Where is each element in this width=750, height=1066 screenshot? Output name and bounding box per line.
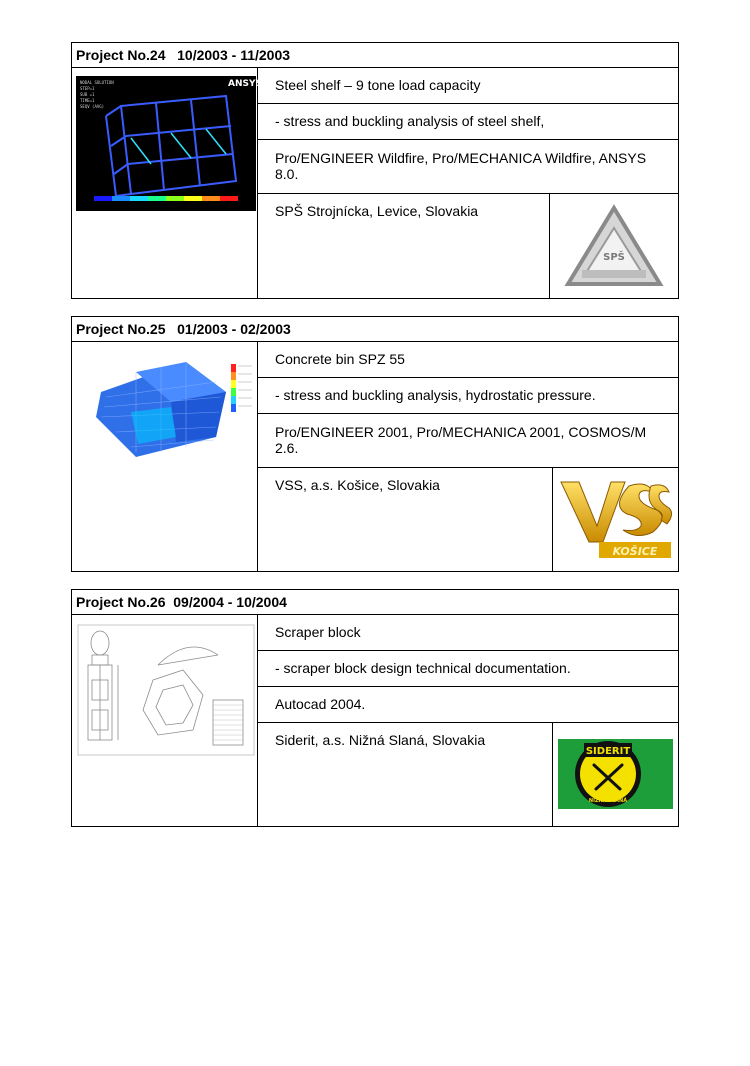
ansys-logo-text: ANSYS — [228, 79, 262, 89]
image-cell — [72, 615, 258, 826]
project-software: Autocad 2004. — [258, 687, 678, 723]
svg-text:TIME=1: TIME=1 — [80, 98, 95, 103]
sps-levice-logo — [564, 204, 664, 288]
project-task: - stress and buckling analysis, hydrostatic pressure. — [258, 378, 678, 414]
project-name: Scraper block — [258, 615, 678, 651]
siderit-logo-subtext: NIŽNÁ SLANÁ — [588, 798, 628, 804]
project-client: Siderit, a.s. Nižná Slaná, Slovakia — [275, 732, 486, 748]
project-title: Project No.24 10/2003 - 11/2003 — [72, 43, 678, 68]
svg-text:STEP=1: STEP=1 — [80, 86, 95, 91]
project-26-card — [71, 589, 679, 827]
siderit-logo — [558, 739, 673, 809]
project-client-row — [258, 468, 678, 571]
image-cell — [72, 68, 262, 298]
project-client-row — [258, 194, 678, 298]
svg-text:SUB =1: SUB =1 — [80, 92, 95, 97]
vss-kosice-logo — [559, 476, 673, 564]
svg-text:SEQV (AVG): SEQV (AVG) — [80, 104, 105, 109]
project-title: Project No.25 01/2003 - 02/2003 — [72, 317, 678, 342]
project-24-card — [71, 42, 679, 299]
concrete-bin-fea-image — [76, 352, 256, 467]
project-name: Concrete bin SPZ 55 — [258, 342, 678, 378]
svg-text:NODAL SOLUTION: NODAL SOLUTION — [80, 80, 114, 85]
vss-logo-text: KOŠICE — [612, 545, 658, 558]
project-25-card — [71, 316, 679, 572]
project-task: - stress and buckling analysis of steel shelf, — [258, 104, 678, 140]
logo-cell — [552, 468, 678, 571]
scraper-block-drawing — [78, 625, 254, 755]
project-client-row — [258, 723, 678, 826]
image-cell — [72, 342, 258, 571]
project-software: Pro/ENGINEER Wildfire, Pro/MECHANICA Wildfire, ANSYS 8.0. — [258, 140, 678, 194]
project-title: Project No.26 09/2004 - 10/2004 — [72, 590, 678, 615]
ansys-steel-shelf-image — [76, 76, 262, 211]
sps-logo-text: SPŠ — [603, 252, 625, 263]
project-client: VSS, a.s. Košice, Slovakia — [275, 477, 440, 493]
project-software: Pro/ENGINEER 2001, Pro/MECHANICA 2001, COSMOS/M 2.6. — [258, 414, 678, 468]
project-task: - scraper block design technical documentation. — [258, 651, 678, 687]
project-client: SPŠ Strojnícka, Levice, Slovakia — [275, 203, 479, 219]
logo-cell — [552, 723, 678, 826]
siderit-logo-text: SIDERIT — [585, 746, 631, 757]
project-name: Steel shelf – 9 tone load capacity — [258, 68, 678, 104]
logo-cell — [549, 194, 678, 298]
